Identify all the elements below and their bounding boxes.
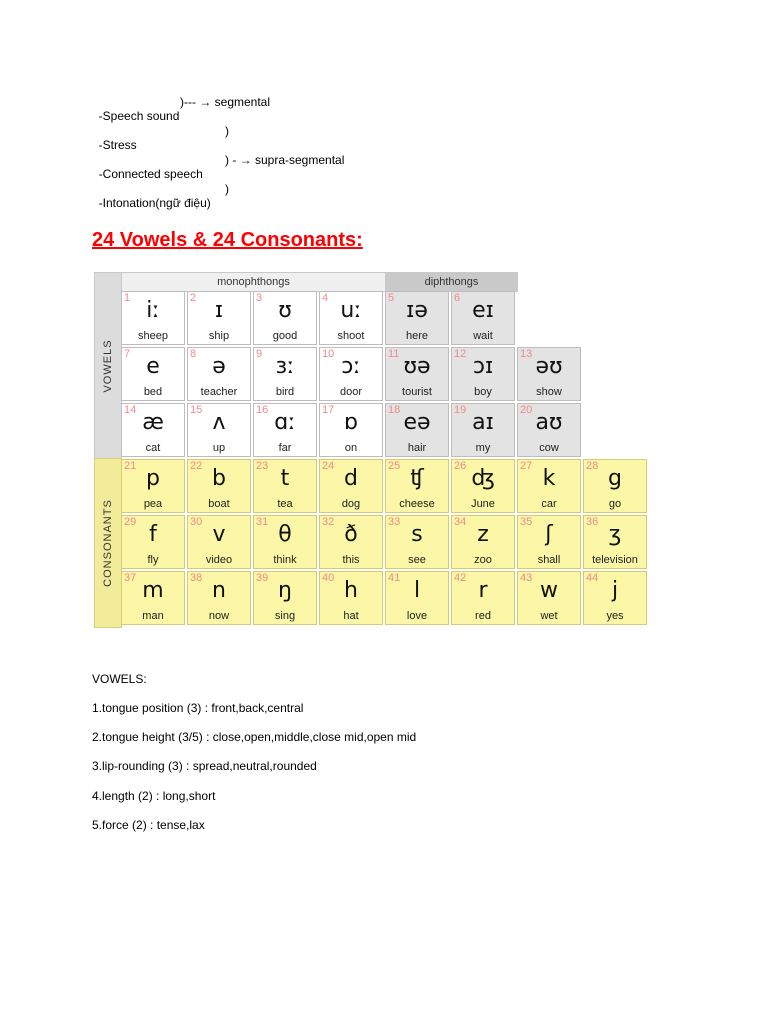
ipa-cell [583, 459, 647, 513]
note-annotation: ) - → supra-segmental [225, 153, 345, 167]
cell-number: 10 [322, 348, 335, 360]
ipa-symbol: n [212, 578, 226, 603]
cell-number: 19 [454, 404, 467, 416]
example-word: now [208, 610, 230, 622]
example-word: think [273, 554, 297, 566]
ipa-cell [385, 571, 449, 625]
ipa-symbol: d [344, 466, 358, 491]
cell-number: 20 [520, 404, 533, 416]
example-word: dog [341, 498, 361, 510]
cell-number: 4 [322, 292, 329, 304]
example-word: good [272, 330, 298, 342]
ipa-cell [121, 291, 185, 345]
vowel-feature-item: 1.tongue position (3) : front,back,central [92, 701, 304, 715]
cell-number: 13 [520, 348, 533, 360]
example-word: man [142, 610, 164, 622]
ipa-symbol: e [146, 354, 160, 379]
ipa-cell [451, 459, 515, 513]
cell-number: 12 [454, 348, 467, 360]
ipa-symbol: g [608, 466, 622, 491]
ipa-cell [319, 515, 383, 569]
example-word: shall [537, 554, 561, 566]
cell-number: 29 [124, 516, 137, 528]
ipa-symbol: j [611, 578, 619, 603]
example-word: see [408, 554, 426, 566]
ipa-symbol: aʊ [535, 410, 563, 435]
cell-number: 18 [388, 404, 401, 416]
note-label: -Speech sound [98, 109, 180, 123]
ipa-chart [94, 270, 654, 628]
cell-number: 9 [256, 348, 263, 360]
ipa-symbol: m [142, 578, 164, 603]
consonants-side-band [94, 458, 122, 628]
ipa-symbol: ɒ [344, 410, 358, 435]
cell-number: 37 [124, 572, 137, 584]
ipa-cell [517, 571, 581, 625]
cell-number: 33 [388, 516, 401, 528]
ipa-cell [319, 291, 383, 345]
ipa-cell [319, 347, 383, 401]
example-word: bed [143, 386, 163, 398]
ipa-cell [583, 515, 647, 569]
ipa-symbol: f [149, 522, 157, 547]
ipa-symbol: ŋ [278, 578, 292, 603]
cell-number: 1 [124, 292, 131, 304]
ipa-symbol: z [477, 522, 489, 547]
ipa-cell [517, 459, 581, 513]
cell-number: 43 [520, 572, 533, 584]
note-label: -Connected speech [98, 167, 203, 181]
ipa-symbol: əʊ [535, 354, 563, 379]
ipa-cell [451, 515, 515, 569]
ipa-cell [451, 291, 515, 345]
cell-number: 8 [190, 348, 197, 360]
example-word: sheep [138, 330, 168, 342]
example-word: go [608, 498, 622, 510]
example-word: tourist [402, 386, 432, 398]
ipa-symbol: ʊ [278, 298, 292, 323]
example-word: yes [606, 610, 624, 622]
ipa-symbol: ʤ [471, 466, 495, 491]
cell-number: 42 [454, 572, 467, 584]
example-word: show [536, 386, 562, 398]
ipa-cell [385, 291, 449, 345]
ipa-symbol: ʧ [410, 466, 424, 491]
cell-number: 3 [256, 292, 263, 304]
cell-number: 27 [520, 460, 533, 472]
ipa-cell [121, 515, 185, 569]
example-word: boy [474, 386, 492, 398]
vowel-feature-item: 5.force (2) : tense,lax [92, 818, 205, 832]
cell-number: 16 [256, 404, 269, 416]
example-word: bird [275, 386, 295, 398]
note-annotation: ) [225, 182, 229, 196]
ipa-cell [187, 515, 251, 569]
ipa-symbol: eə [403, 410, 431, 435]
ipa-cell [319, 571, 383, 625]
cell-number: 23 [256, 460, 269, 472]
ipa-symbol: ð [344, 522, 358, 547]
note-annotation: ) [225, 124, 229, 138]
ipa-symbol: θ [278, 522, 292, 547]
example-word: far [278, 442, 292, 454]
ipa-cell [385, 403, 449, 457]
ipa-symbol: aɪ [472, 410, 494, 435]
cell-number: 32 [322, 516, 335, 528]
ipa-symbol: r [478, 578, 488, 603]
cell-number: 22 [190, 460, 203, 472]
example-word: cow [539, 442, 559, 454]
example-word: my [475, 442, 491, 454]
ipa-symbol: l [413, 578, 421, 603]
ipa-cell [253, 459, 317, 513]
ipa-cell [187, 291, 251, 345]
note-label: -Stress [98, 138, 137, 152]
example-word: fly [147, 554, 159, 566]
example-word: June [471, 498, 495, 510]
example-word: hat [343, 610, 359, 622]
ipa-symbol: k [542, 466, 556, 491]
ipa-cell [583, 571, 647, 625]
cell-number: 2 [190, 292, 197, 304]
cell-number: 14 [124, 404, 137, 416]
cell-number: 5 [388, 292, 395, 304]
ipa-symbol: iː [146, 298, 160, 323]
example-word: video [205, 554, 233, 566]
ipa-cell [187, 403, 251, 457]
cell-number: 39 [256, 572, 269, 584]
cell-number: 44 [586, 572, 599, 584]
cell-number: 7 [124, 348, 131, 360]
ipa-symbol: ʃ [545, 522, 553, 547]
example-word: this [342, 554, 360, 566]
example-word: tea [277, 498, 293, 510]
cell-number: 17 [322, 404, 335, 416]
cell-number: 40 [322, 572, 335, 584]
vowels-side-band [94, 272, 122, 460]
ipa-symbol: æ [142, 410, 164, 435]
note-line-4 [92, 182, 229, 224]
vowels-side-label: VOWELS [102, 339, 114, 393]
monophthongs-header: monophthongs [121, 272, 386, 292]
example-word: ship [208, 330, 230, 342]
ipa-symbol: w [540, 578, 558, 603]
cell-number: 38 [190, 572, 203, 584]
ipa-cell [253, 291, 317, 345]
example-word: up [212, 442, 226, 454]
example-word: boat [208, 498, 230, 510]
example-word: cheese [399, 498, 435, 510]
cell-number: 28 [586, 460, 599, 472]
ipa-cell [319, 403, 383, 457]
ipa-symbol: eɪ [472, 298, 494, 323]
cell-number: 30 [190, 516, 203, 528]
ipa-cell [451, 347, 515, 401]
example-word: hair [407, 442, 427, 454]
ipa-cell [121, 459, 185, 513]
ipa-symbol: ɪ [214, 298, 224, 323]
cell-number: 6 [454, 292, 461, 304]
ipa-cell [253, 571, 317, 625]
cell-number: 36 [586, 516, 599, 528]
note-annotation: )--- → segmental [180, 95, 271, 109]
ipa-cell [253, 515, 317, 569]
consonants-side-label: CONSONANTS [102, 499, 114, 587]
example-word: car [541, 498, 557, 510]
ipa-symbol: ʊə [403, 354, 431, 379]
ipa-symbol: ɜː [275, 354, 295, 379]
example-word: pea [143, 498, 163, 510]
example-word: teacher [200, 386, 238, 398]
page-heading: 24 Vowels & 24 Consonants: [92, 229, 363, 251]
example-word: shoot [337, 330, 365, 342]
cell-number: 11 [388, 348, 400, 360]
example-word: love [406, 610, 428, 622]
example-word: on [344, 442, 358, 454]
example-word: wet [540, 610, 558, 622]
cell-number: 24 [322, 460, 335, 472]
cell-number: 41 [388, 572, 401, 584]
ipa-cell [517, 403, 581, 457]
example-word: wait [473, 330, 493, 342]
ipa-symbol: ʒ [608, 522, 622, 547]
note-label: -Intonation(ngữ điệu) [98, 196, 211, 210]
example-word: here [405, 330, 429, 342]
cell-number: 15 [190, 404, 203, 416]
vowel-feature-item: 2.tongue height (3/5) : close,open,middle,close mid,open mid [92, 730, 417, 744]
ipa-cell [451, 403, 515, 457]
cell-number: 35 [520, 516, 533, 528]
diphthongs-header: diphthongs [385, 272, 518, 292]
ipa-symbol: ɪə [406, 298, 428, 323]
ipa-cell [121, 571, 185, 625]
ipa-cell [451, 571, 515, 625]
ipa-cell [253, 403, 317, 457]
example-word: television [592, 554, 638, 566]
ipa-cell [385, 459, 449, 513]
vowel-feature-item: 4.length (2) : long,short [92, 789, 216, 803]
ipa-symbol: ɑː [274, 410, 296, 435]
ipa-cell [385, 347, 449, 401]
ipa-symbol: v [212, 522, 226, 547]
ipa-cell [385, 515, 449, 569]
ipa-symbol: t [280, 466, 290, 491]
vowel-feature-item: 3.lip-rounding (3) : spread,neutral,rounded [92, 759, 317, 773]
cell-number: 34 [454, 516, 467, 528]
cell-number: 26 [454, 460, 467, 472]
ipa-symbol: b [212, 466, 226, 491]
ipa-symbol: h [344, 578, 358, 603]
ipa-symbol: ɔɪ [472, 354, 494, 379]
ipa-symbol: s [411, 522, 423, 547]
cell-number: 21 [124, 460, 137, 472]
example-word: zoo [474, 554, 492, 566]
ipa-cell [517, 347, 581, 401]
ipa-cell [187, 571, 251, 625]
cell-number: 25 [388, 460, 401, 472]
ipa-cell [187, 459, 251, 513]
ipa-cell [121, 403, 185, 457]
ipa-cell [253, 347, 317, 401]
ipa-symbol: uː [340, 298, 362, 323]
example-word: sing [274, 610, 296, 622]
example-word: door [339, 386, 363, 398]
ipa-cell [517, 515, 581, 569]
cell-number: 31 [256, 516, 269, 528]
ipa-symbol: ʌ [212, 410, 226, 435]
ipa-symbol: ə [212, 354, 226, 379]
vowels-section-title: VOWELS: [92, 672, 147, 686]
ipa-symbol: ɔː [341, 354, 361, 379]
example-word: red [475, 610, 491, 622]
ipa-cell [319, 459, 383, 513]
ipa-cell [121, 347, 185, 401]
ipa-symbol: p [146, 466, 160, 491]
example-word: cat [145, 442, 161, 454]
ipa-cell [187, 347, 251, 401]
